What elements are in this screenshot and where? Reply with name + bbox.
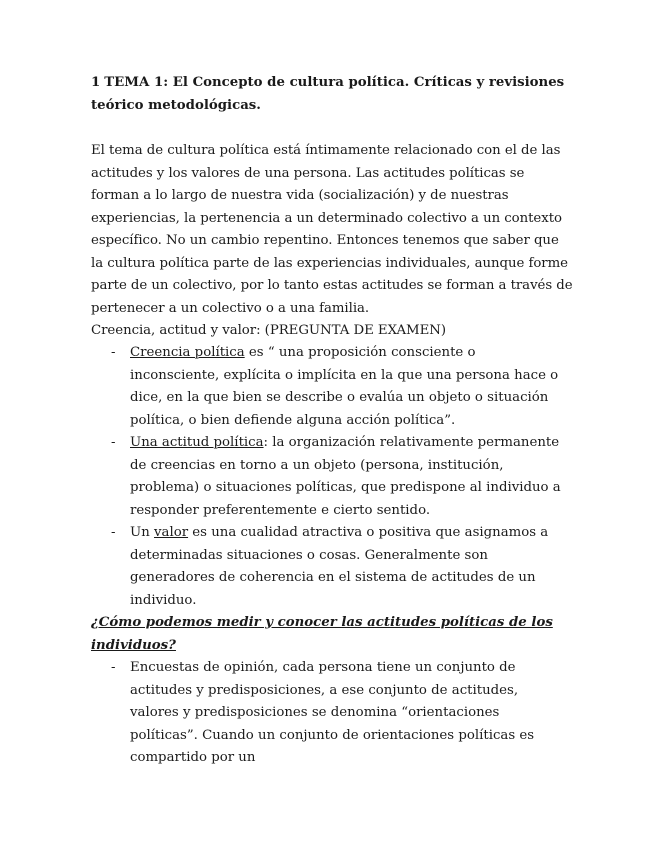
method-text: Encuestas de opinión, cada persona tiene un conjunto de actitudes y predisposiciones, a ese conjunto de actitudes, valores y predisposiciones se denomina “orientaciones políticas”. Cuando un conjunto de orientaciones políticas es compartido por un	[130, 660, 535, 765]
title-text: TEMA 1: El Concepto de cultura política. Críticas y revisiones teórico metodológicas.	[91, 75, 565, 113]
definition-term: Creencia política	[130, 345, 245, 360]
section-question: ¿Cómo podemos medir y conocer las actitudes políticas de los individuos?	[91, 615, 553, 653]
definition-lead: Un	[130, 525, 154, 540]
list-dash: -	[111, 660, 116, 675]
intro-block	[91, 140, 575, 343]
list-item	[0, 342, 566, 432]
list-dash: -	[111, 345, 116, 360]
methods-list	[0, 657, 655, 770]
list-item	[0, 522, 566, 612]
definition-text: : la organización relativamente permanente de creencias en torno a un objeto (persona, institución, problema) o situaciones políticas, que predispone al individuo a responder preferentemente e cierto sentido.	[130, 435, 561, 518]
definition-text: es una cualidad atractiva o positiva que asignamos a determinadas situaciones o cosas. Generalmente son generadores de coherencia en el sistema de actitudes de un individuo.	[130, 525, 549, 608]
intro-subheading: Creencia, actitud y valor: (PREGUNTA DE EXAMEN)	[91, 323, 447, 338]
definition-term: valor	[154, 525, 189, 540]
list-dash: -	[111, 435, 116, 450]
title-number: 1	[91, 75, 101, 90]
list-dash: -	[111, 525, 116, 540]
section-title	[91, 72, 571, 117]
definition-term: Una actitud política	[130, 435, 264, 450]
intro-paragraph: El tema de cultura política está íntimamente relacionado con el de las actitudes y los valores de una persona. Las actitudes políticas se forman a lo largo de nuestra vida (socialización) y de nuestras experiencias, la pertenencia a un determinado colectivo a un contexto específico. No un cambio repentino. Entonces tenemos que saber que la cultura política parte de las experiencias individuales, aunque forme parte de un colectivo, por lo tanto estas actitudes se forman a través de pertenecer a un colectivo o a una familia.	[91, 143, 573, 316]
list-item	[0, 657, 566, 770]
list-item	[0, 432, 566, 522]
definitions-list	[0, 342, 655, 612]
definition-text: es “ una proposición consciente o inconsciente, explícita o implícita en la que una persona hace o dice, en la que bien se describe o evalúa un objeto o situación política, o bien defiende alguna acción política”.	[130, 345, 559, 428]
